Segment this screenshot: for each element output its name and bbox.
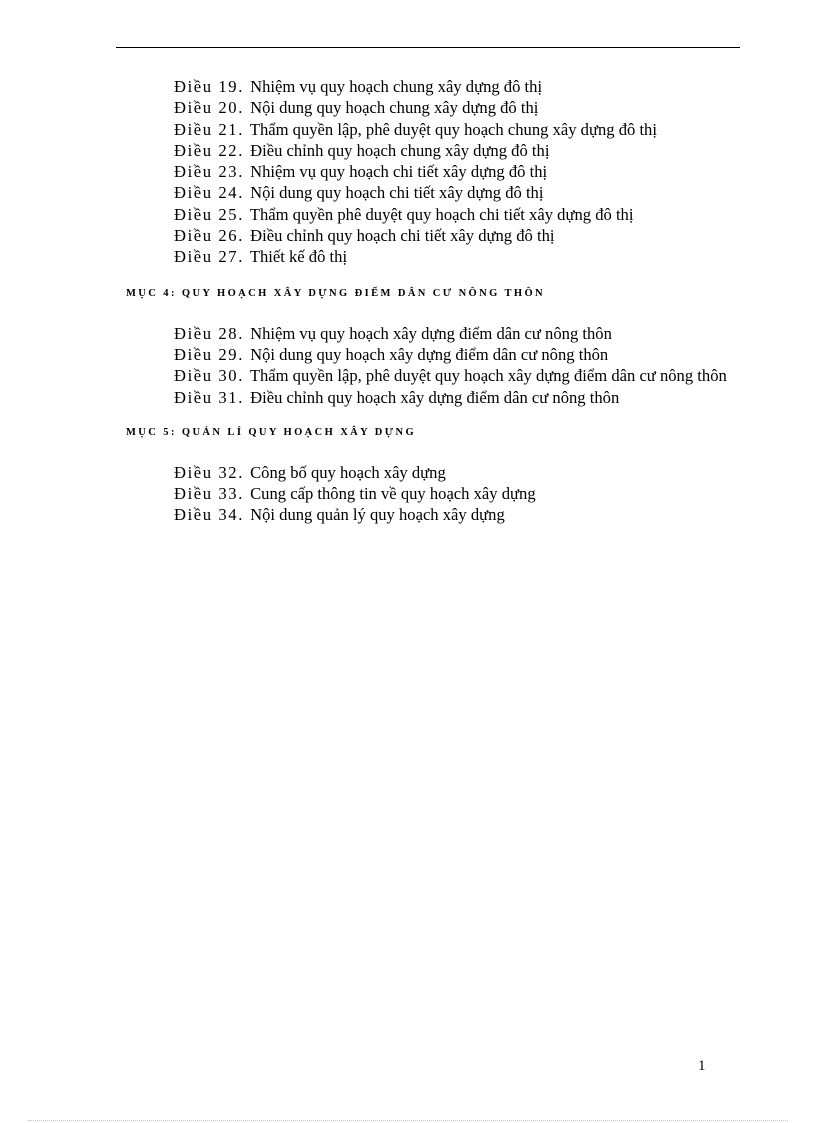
article-line — [126, 76, 732, 97]
article-title: Nội dung quản lý quy hoạch xây dựng — [250, 505, 505, 525]
article-line — [126, 97, 732, 118]
article-number: Điều 34. — [174, 505, 244, 525]
article-title: Nhiệm vụ quy hoạch xây dựng điểm dân cư nông thôn — [250, 323, 612, 343]
header-rule — [116, 47, 740, 48]
article-title: Điều chỉnh quy hoạch chi tiết xây dựng đô thị — [250, 226, 555, 246]
article-number: Điều 32. — [174, 462, 244, 482]
article-title: Thẩm quyền lập, phê duyệt quy hoạch chung xây dựng đô thị — [249, 119, 657, 139]
article-line — [126, 344, 732, 365]
article-title: Điều chỉnh quy hoạch xây dựng điểm dân cư nông thôn — [250, 387, 620, 407]
section-heading: MỤC 4: QUY HOẠCH XÂY DỰNG ĐIỂM DÂN CƯ NÔNG THÔN — [126, 287, 546, 299]
article-line — [126, 323, 732, 344]
article-title: Điều chỉnh quy hoạch chung xây dựng đô thị — [250, 140, 550, 160]
article-line — [126, 161, 732, 182]
article-line — [126, 504, 732, 525]
article-number: Điều 29. — [174, 344, 244, 364]
article-title: Thẩm quyền lập, phê duyệt quy hoạch xây dựng điểm dân cư nông thôn — [249, 366, 727, 386]
article-number: Điều 19. — [174, 77, 244, 96]
article-number: Điều 20. — [174, 98, 244, 118]
article-line — [126, 204, 732, 225]
article-title: Nội dung quy hoạch xây dựng điểm dân cư nông thôn — [250, 344, 609, 364]
article-title: Thiết kế đô thị — [249, 247, 348, 267]
article-line — [126, 119, 732, 140]
article-line — [126, 182, 732, 203]
page-bottom-border — [28, 1120, 788, 1121]
article-line — [126, 365, 732, 386]
article-number: Điều 21. — [174, 119, 244, 139]
article-title: Nhiệm vụ quy hoạch chi tiết xây dựng đô thị — [250, 162, 548, 182]
article-line — [126, 140, 732, 161]
article-number: Điều 24. — [174, 183, 244, 203]
article-number: Điều 33. — [174, 484, 244, 504]
page-number: 1 — [698, 1058, 706, 1074]
article-number: Điều 22. — [174, 140, 244, 160]
article-number: Điều 30. — [174, 366, 244, 386]
article-number: Điều 23. — [174, 162, 244, 182]
section-heading: MỤC 5: QUẢN LÍ QUY HOẠCH XÂY DỰNG — [126, 426, 417, 438]
article-number: Điều 28. — [174, 323, 244, 343]
article-line — [126, 462, 732, 483]
article-line — [126, 387, 732, 408]
article-line — [126, 225, 732, 246]
article-title: Công bố quy hoạch xây dựng — [250, 462, 446, 482]
article-line — [126, 246, 732, 267]
table-of-contents — [126, 76, 732, 526]
article-number: Điều 26. — [174, 226, 244, 246]
article-title: Nội dung quy hoạch chung xây dựng đô thị — [250, 98, 539, 118]
article-title: Thẩm quyền phê duyệt quy hoạch chi tiết xây dựng đô thị — [249, 204, 634, 224]
article-number: Điều 31. — [174, 387, 244, 407]
article-number: Điều 27. — [174, 247, 244, 267]
article-title: Nội dung quy hoạch chi tiết xây dựng đô thị — [250, 183, 544, 203]
article-line — [126, 483, 732, 504]
article-title: Cung cấp thông tin về quy hoạch xây dựng — [250, 484, 536, 504]
article-title: Nhiệm vụ quy hoạch chung xây dựng đô thị — [250, 77, 543, 96]
article-number: Điều 25. — [174, 204, 244, 224]
